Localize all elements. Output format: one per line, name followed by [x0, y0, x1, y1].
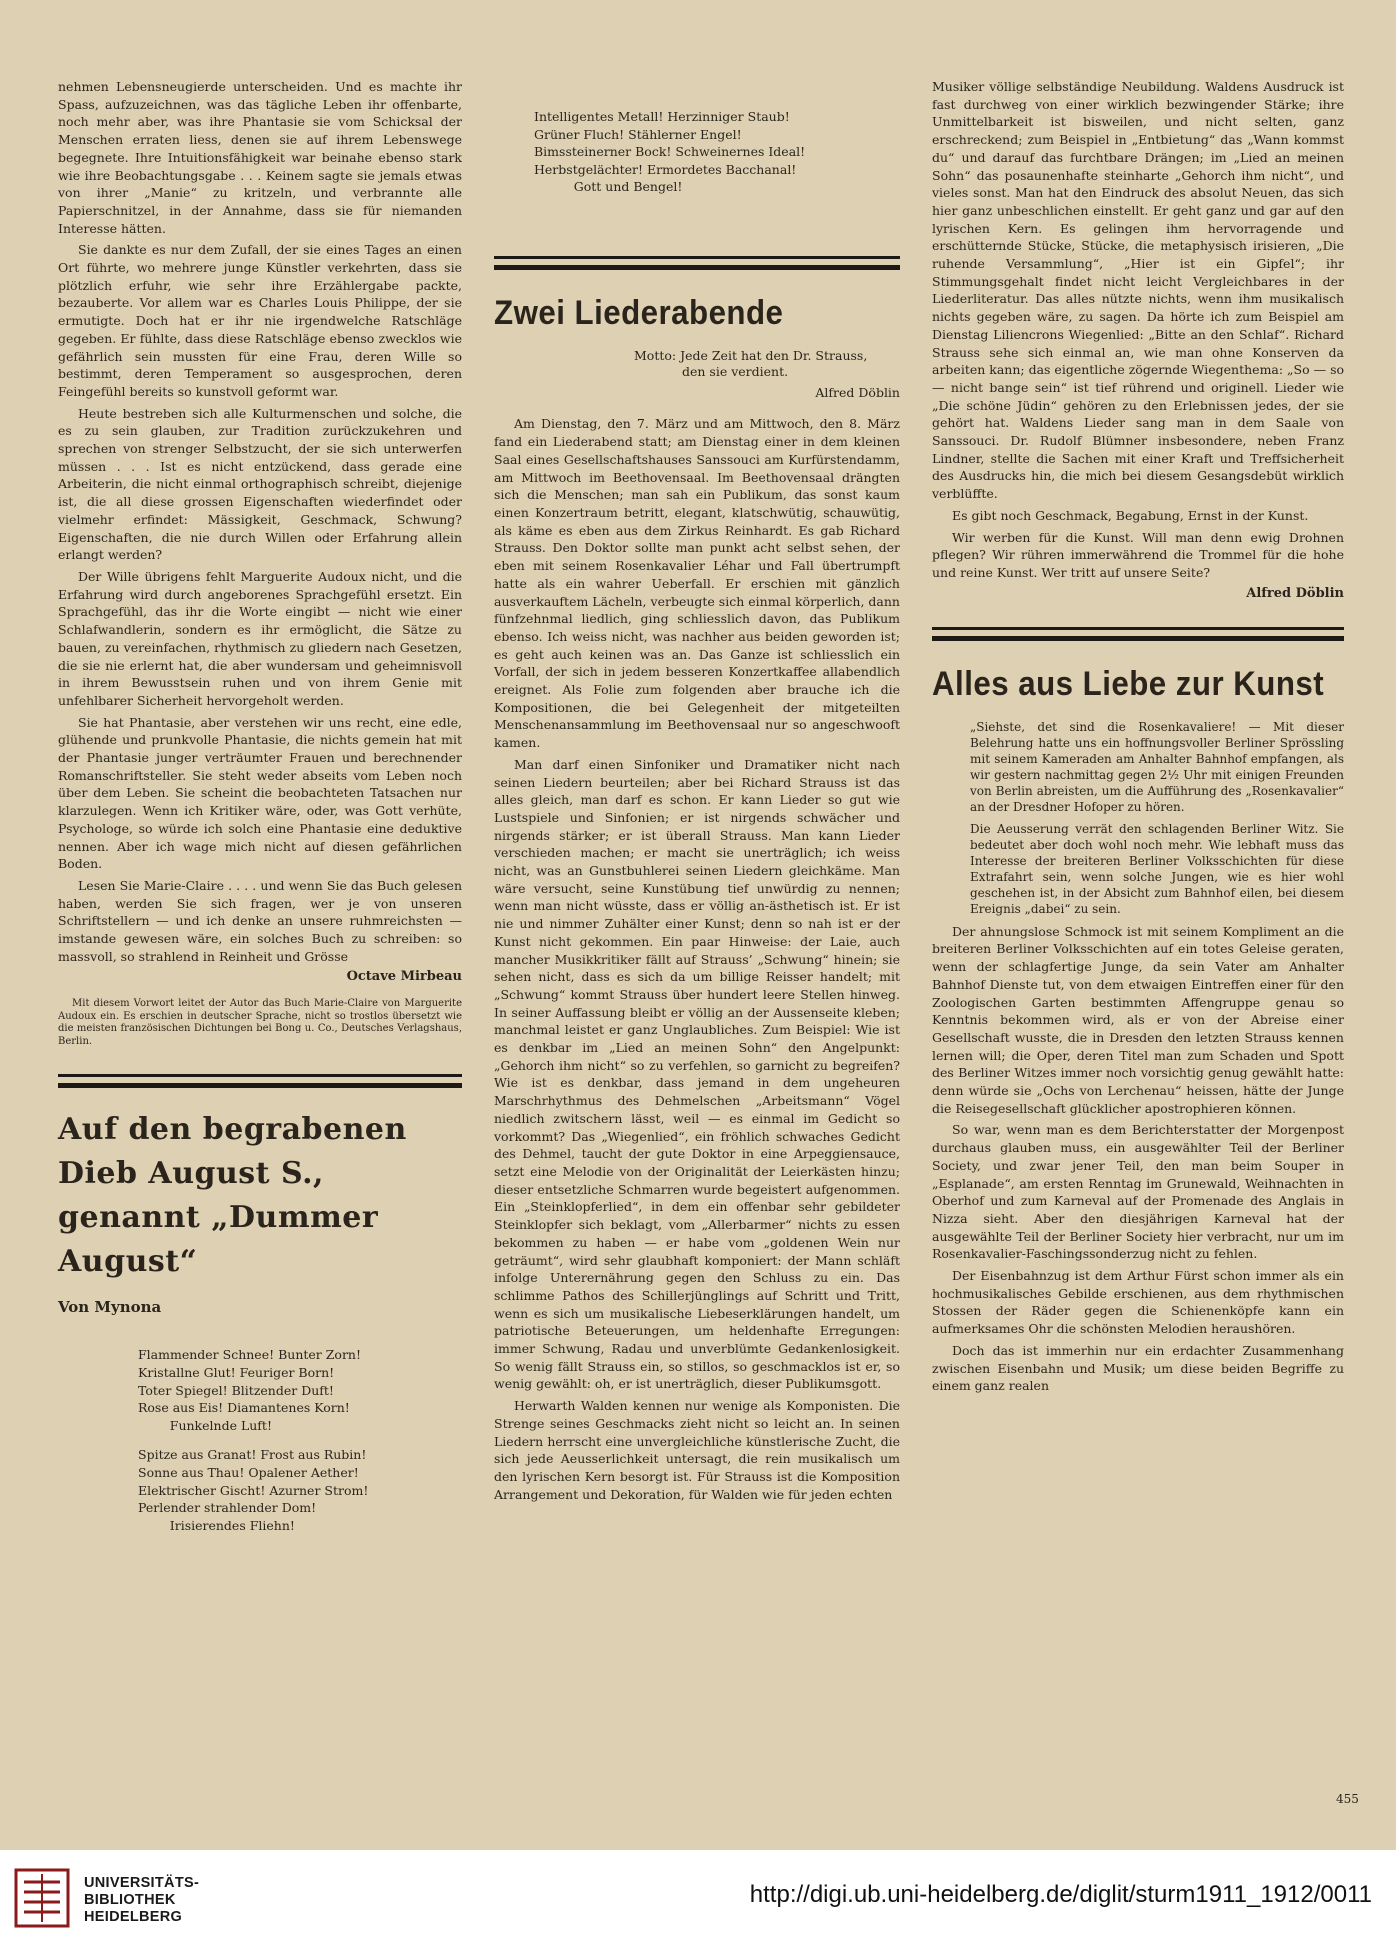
paragraph: nehmen Lebensneugierde unterscheiden. Und es machte ihr Spass, aufzuzeichnen, was das tägliche Leben ihr offenbarte, noch mehr aber, was ihre Phantasie sie vom Schicksal der Menschen erraten liess, denen sie auf ihrem Lebenswege begegnete. Ihre Intuitionsfähigkeit war beinahe ebenso stark wie ihre Beobachtungsgabe . . . Keinem sagte sie jemals etwas von ihrer „Manie“ zu kritzeln, und verbrannte alle Papierschnitzel, in der Annahme, dass sie für niemanden Interesse hätten. [58, 79, 462, 236]
divider-rule [58, 1074, 462, 1077]
divider-rule [494, 265, 900, 270]
paragraph: Musiker völlige selbständige Neubildung. Waldens Ausdruck ist fast durchweg von einer wirklich bezwingender Stärke; ihre Unmittelbarkeit ist bisweilen, und nicht selten, ganz erschreckend; zum Beispiel in „Entbietung“ das „Wann kommst du“ und darauf das furchtbare Drängen; im „Lied an meinen Sohn“ das posaunenhafte steinharte „Gehorch ihm nicht“, und vieles sonst. Man hat den Eindruck des absolut Neuen, das sich hier ganz unbeschlichen einstellt. Er geht ganz und gar auf den lyrischen Kern. Es gelingen ihm hervorragende und erschütternde Stücke, Stücke, die metaphysisch irisieren, „Die ruhende Versammlung“, „Hier ist ein Gipfel“; ihr Stimmungsgehalt findet nicht leicht Vergleichbares in der Liederliteratur. Das alles nützte nichts, wenn ihm musikalisch nichts gegeben wäre, zu sagen. Da hörte ich zum Beispiel am Dienstag Liliencrons Wiegenlied: „Bitte an den Schlaf“. Richard Strauss sehe sich einmal an, wie man ohne Konserven da arbeiten kann; das eigentliche zögernde Wiegenthema: „So — so — nicht bange sein“ ist tief rührend und originell. Lieder wie „Die schöne Jüdin“ gehören zu den Erlebnissen jedes, der sie gehört hat. Waldens Lieder sang man in dem Saale von Sanssouci. Dr. Rudolf Blümner insbesondere, neben Franz Lindner, stellte die Sachen mit einer Kraft und Treffsicherheit des Ausdrucks hin, die mich bei diesem Gesangsdebüt wirklich verblüffte. [932, 79, 1345, 502]
column-left [58, 78, 462, 1546]
quoted-block: Die Aeusserung verrät den schlagenden Berliner Witz. Sie bedeutet aber doch wohl noch mehr. Wie lebhaft muss das Interesse der breiteren Berliner Volksschichten für diese Extrafahrt sein, wenn solche Jungen, wie es hier wohl geschehen ist, in der Absicht zum Bahnhof eilen, bei diesem Ereignis „dabei“ zu sein. [970, 821, 1344, 916]
poem-line: Spitze aus Granat! Frost aus Rubin! [138, 1447, 367, 1463]
divider-rule [932, 627, 1344, 630]
motto-line: den sie verdient. [682, 364, 789, 380]
poem-line: Elektrischer Gischt! Azurner Strom! [138, 1482, 369, 1498]
library-name-line: BIBLIOTHEK [84, 1892, 176, 1908]
poem-line: Intelligentes Metall! Herzinniger Staub! [534, 109, 790, 124]
section-divider [494, 256, 900, 270]
library-name[interactable] [84, 1875, 199, 1926]
paragraph: Man darf einen Sinfoniker und Dramatiker nicht nach seinen Liedern beurteilen; aber bei Richard Strauss ist das alles gleich, man darf es schon. Er kann Lieder so gut wie Lustspiele und Sinfonien; er ist nirgends schwächer und nirgends stärker; er ist überall Strauss. Man kann Lieder verschieden machen; er macht sie unerträglich; ich weiss nicht, was an Gunstbuhlerei seinen Liedern gleichkäme. Man wäre versucht, seine Kunstübung tief unwürdig zu nennen; wenn man nicht wüsste, dass er völlig an-ästhetisch ist. Er ist nie und nimmer Zuhälter einer Kunst; denn so nah ist er der Kunst nicht gekommen. Ein paar Hinweise: der Laie, auch mancher Musikkritiker fällt auf Strauss’ „Schwung“ hinein; sie sehen nicht, dass es sich da um billige Reisser handelt; mit „Schwung“ kommt Strauss über hundert leere Stellen hinweg. In seiner Auffassung bleibt er völlig an der Aussenseite kleben; manchmal leistet er ganz Unglaubliches. Zum Beispiel: Wie ist es denkbar im „Lied an meinen Sohn“ den Angelpunkt: „Gehorch ihm nicht“ so zu verfehlen, so garnicht zu begreifen? Wie ist es denkbar, dass jemand in dem ungeheuren Marschrhythmus des Dehmelschen „Arbeitsmann“ Vögel niedlich zwitschern lässt, weil — es einmal im Gedicht so vorkommt? Das „Wiegenlied“, ein fröhlich schwaches Gedicht des Dehmel, taucht der gute Doktor in eine Arpeggiensauce, setzt eine Melodie von der Originalität der Leierkästen hinzu; dieser entsetzliche Schmarren wurde begeistert aufgenommen. Ein „Steinklopferlied“, in dem ein offenbar sehr gebildeter Steinklopfer sich beklagt, vom „Allerbarmer“ nichts zu essen bekommen zu haben — er habe vom „goldenen Wein nur geträumt“, wird sehr glaubhaft komponiert: der Mann schläft infolge Unterernährung gegen den Schluss zu ein. Das schlimme Pathos des Schillerjünglings auf Schritt und Tritt, wenn es sich um musikalische Liebeserklärungen handelt, um patriotische Beteuerungen, um heldenhafte Erregungen: immer Schwung, Radau und unverblümte Gedankenlosigkeit. So wenig fällt Strauss ein, so stillos, so geschmacklos ist er, so wenig gewählt: oh, er ist unerträglich, dieser Publikumsgott. [494, 756, 900, 1392]
motto-author: Alfred Döblin [815, 384, 900, 400]
poem-line: Herbstgelächter! Ermordetes Bacchanal! [534, 161, 797, 177]
paragraph: Sie hat Phantasie, aber verstehen wir uns recht, eine edle, glühende und prunkvolle Phantasie, die nichts gemein hat mit der Phantasie junger verträumter Frauen und berechnender Romanschriftsteller. Sie steht weder abseits vom Leben noch über dem Leben. Sie scheint die beobachteten Tatsachen nur klarzulegen. Wenn ich Kritiker wäre, oder, was Gott verhüte, Psychologe, so würde ich solch eine Phantasie eine deduktive nennen. Aber ich wage mich nicht auf diesen gefährlichen Boden. [58, 714, 462, 872]
paragraph: Der Eisenbahnzug ist dem Arthur Fürst schon immer als ein hochmusikalisches Gebilde erschienen, aus dem rhythmischen Stossen der Räder gegen die Schienenköpfe kann ein aufmerksames Ohr die schönsten Melodien heraushören. [932, 1268, 1344, 1337]
signature: Octave Mirbeau [346, 969, 462, 985]
motto-line: Motto: Jede Zeit hat den Dr. Strauss, [634, 347, 868, 363]
poem-stanza [534, 108, 900, 196]
paragraph: Der Wille übrigens fehlt Marguerite Audoux nicht, und die Erfahrung wird durch angeborenes Sprachgefühl ersetzt. Ein Sprachgefühl, das ihr die Worte eingibt — nicht wie einer Schlafwandlerin, sondern es ihr ermöglicht, die Sätze zu bauen, zu vereinfachen, rhythmisch zu gliedern nach Gesetzen, die sie nie erlernt hat, die aber wundersam und geheimnisvoll in ihrem Bewusstsein ruhen und von ihrem Genie mit unfehlbarer Sicherheit hervorgeholt werden. [58, 568, 462, 708]
motto [634, 348, 900, 402]
footnote: Mit diesem Vorwort leitet der Autor das Buch Marie-Claire von Marguerite Audoux ein. Es erschien in deutscher Sprache, nicht so trostlos übersetzt wie die meisten französischen Dichtungen bei Bong u. Co., Deutsches Verlagshaus, Berlin. [58, 998, 462, 1047]
poem-line: Perlender strahlender Dom! [138, 1500, 317, 1516]
column-right [932, 78, 1344, 1399]
poem-line: Bimssteinerner Bock! Schweinernes Ideal! [534, 144, 806, 160]
article-title: Alles aus Liebe zur Kunst [932, 664, 1325, 703]
paragraph: Wir werben für die Kunst. Will man denn ewig Drohnen pflegen? Wir rühren immerwährend die Trommel für die hohe und reine Kunst. Wer tritt auf unsere Seite? [932, 529, 1344, 580]
signature: Alfred Döblin [1246, 585, 1344, 601]
poem-line: Grüner Fluch! Stählerner Engel! [534, 126, 742, 142]
section-divider [58, 1074, 462, 1088]
poem-line: Flammender Schnee! Bunter Zorn! [138, 1347, 361, 1363]
library-name-line: UNIVERSITÄTS- [84, 1875, 200, 1891]
poem-line: Kristallne Glut! Feuriger Born! [138, 1365, 335, 1381]
paragraph: Heute bestreben sich alle Kulturmenschen und solche, die es zu sein glauben, zur Tradition zurückzukehren und sprechen von strenger Selbstzucht, der sie sich unterwerfen müssen . . . Ist es nicht entzückend, dass gerade eine Arbeiterin, die nicht einmal orthographisch schreibt, diejenige ist, die all diese grossen Eigenschaften wiederfindet oder vielmehr erfindet: Mässigkeit, Geschmack, Schwung? Eigenschaften, die nie durch Willen oder Erfahrung allein erlangt werden? [58, 405, 462, 563]
paragraph: So war, wenn man es dem Berichterstatter der Morgenpost durchaus glauben muss, ein ausgewählter Teil der Berliner Society, und zwar jener Teil, den man beim Souper in „Esplanade“, am ersten Renntag im Grunewald, Weihnachten in Oberhof und zum Karneval auf der Promenade des Anglais in Nizza sieht. Aber den diesjährigen Karneval hat der ausgewählte Teil der Berliner Society hier verbracht, nur um im Rosenkavalier-Faschingssonderzug nicht zu fehlen. [932, 1122, 1344, 1262]
source-url[interactable]: http://digi.ub.uni-heidelberg.de/diglit/sturm1911_1912/0011 [749, 1881, 1372, 1908]
quoted-block: „Siehste, det sind die Rosenkavaliere! — Mit dieser Belehrung hatte uns ein hoffnungsvoller Berliner Sprössling mit seinem Kameraden am Anhalter Bahnhof empfangen, als wir gestern nachmittag gegen 2½ Uhr mit einigen Freunden von Berlin abreisten, um die Aufführung des „Rosenkavalier“ an der Dresdner Hofoper zu hören. [970, 719, 1344, 814]
divider-rule [932, 636, 1344, 641]
paragraph: Lesen Sie Marie-Claire . . . . und wenn Sie das Buch gelesen haben, werden Sie sich fragen, wer je von unseren Schriftstellern — und ich denke an unsere ruhmreichsten — imstande gewesen wäre, ein solches Buch zu schreiben: so massvoll, so strahlend in Reinheit und Grösse [58, 877, 462, 964]
poem-stanza [138, 1446, 462, 1534]
paragraph: Herwarth Walden kennen nur wenige als Komponisten. Die Strenge seines Geschmacks zieht nicht so leicht an. In seinen Liedern herrscht eine unvergleichliche künstlerische Zucht, die sich jede Aeusserlichkeit untersagt, die rein musikalisch um den lyrischen Kern besorgt ist. Für Strauss ist die Komposition Arrangement und Dekoration, für Walden wie für jeden echten [494, 1398, 900, 1502]
article-title: Zwei Liederabende [494, 293, 784, 332]
paragraph: Der ahnungslose Schmock ist mit seinem Kompliment an die breiteren Berliner Volksschichten auf ein totes Geleise geraten, wenn der schlagfertige Junge, da sein Vater am Anhalter Bahnhof Dienste tut, von dem etwaigen Eintreffen einer für den Zoologischen Garten bestimmten Affengruppe genau so Kenntnis bekommen wird, als er von der Abreise einer Gesellschaft wusste, die in Dresden den letzten Strauss kennen lernen will; die Oper, deren Titel man zum Schaden und Spott des Berliner Witzes immer noch vorsichtig genug gewählt hatte: denn würde sie „Ochs von Lerchenau“ heissen, hätte der Junge die Reisegesellschaft glücklicher apostrophieren können. [932, 923, 1344, 1116]
paragraph: Sie dankte es nur dem Zufall, der sie eines Tages an einen Ort führte, wo mehrere junge Künstler verkehrten, dass sie plötzlich erfuhr, wie sehr ihre Erzählergabe packte, bezauberte. Vor allem war es Charles Louis Philippe, der sie ermutigte. Doch hat er ihr nie irgendwelche Ratschläge gegeben. Er fühlte, dass diese Ratschläge ebenso zwecklos wie gefährlich sein mussten für eine Frau, deren Wille so bestimmt, deren Temperament so ausgesprochen, deren Feingefühl bereits so kunstvoll geformt war. [58, 242, 462, 399]
poem-stanza [138, 1346, 462, 1434]
poem-line: Gott und Bengel! [534, 179, 683, 195]
paragraph: Am Dienstag, den 7. März und am Mittwoch, den 8. März fand ein Liederabend statt; am Dienstag einer in dem kleinen Saal eines Gesellschaftshauses Sanssouci am Kurfürstendamm, am Mittwoch im Beethovensaal. Im Beethovensaal drängten sich die Menschen; man sah ein Publikum, das sonst kaum einen Konzertraum betritt, elegant, klatschwütig, schauwütig, als käme es eben aus dem Zirkus Reinhardt. Es gab Richard Strauss. Den Doktor sollte man punkt acht selbst sehen, der eben mit seinem Rosenkavalier Léhar und Fall übertrumpft hatte als ein wahrer Ueberfall. Er erschien mit gänzlich ausverkauftem Lächeln, verbeugte sich einmal körperlich, dann fünfzehnmal liedlich, ging schliesslich davon, das Publikum ebenso. Ich weiss nicht, was nachher aus beiden geworden ist; es geht auch keinen was an. Das Ganze ist schliesslich ein Vorfall, der sich in jedem besseren Konzertkaffee allabendlich ereignet. Als Folie zum folgenden aber brauche ich die Kompositionen, die bei Gelegenheit der mitgeteilten Menschenansammlung im Beethovensaal nur so angeschwooft kamen. [494, 416, 900, 751]
section-divider [932, 627, 1344, 641]
paragraph: Doch das ist immerhin nur ein erdachter Zusammenhang zwischen Eisenbahn und Musik; um diese beiden Begriffe zu einem ganz realen [932, 1342, 1344, 1394]
poem-line: Toter Spiegel! Blitzender Duft! [138, 1382, 334, 1398]
footer-bar [0, 1850, 1396, 1947]
poem-line: Irisierendes Fliehn! [138, 1517, 295, 1533]
library-logo-icon [12, 1866, 72, 1930]
divider-rule [494, 256, 900, 259]
poem-line: Sonne aus Thau! Opalener Aether! [138, 1465, 359, 1481]
poem-line: Rose aus Eis! Diamantenes Korn! [138, 1400, 350, 1416]
page-number: 455 [1336, 1792, 1359, 1806]
poem-line: Funkelnde Luft! [138, 1417, 272, 1433]
poem-title: Auf den begrabenen Dieb August S., genannt „Dummer August“ [58, 1112, 407, 1280]
column-middle [494, 78, 900, 1507]
poem-byline: Von Mynona [58, 1298, 162, 1317]
divider-rule [58, 1083, 462, 1088]
library-name-line: HEIDELBERG [84, 1909, 183, 1925]
paragraph: Es gibt noch Geschmack, Begabung, Ernst in der Kunst. [952, 507, 1309, 523]
